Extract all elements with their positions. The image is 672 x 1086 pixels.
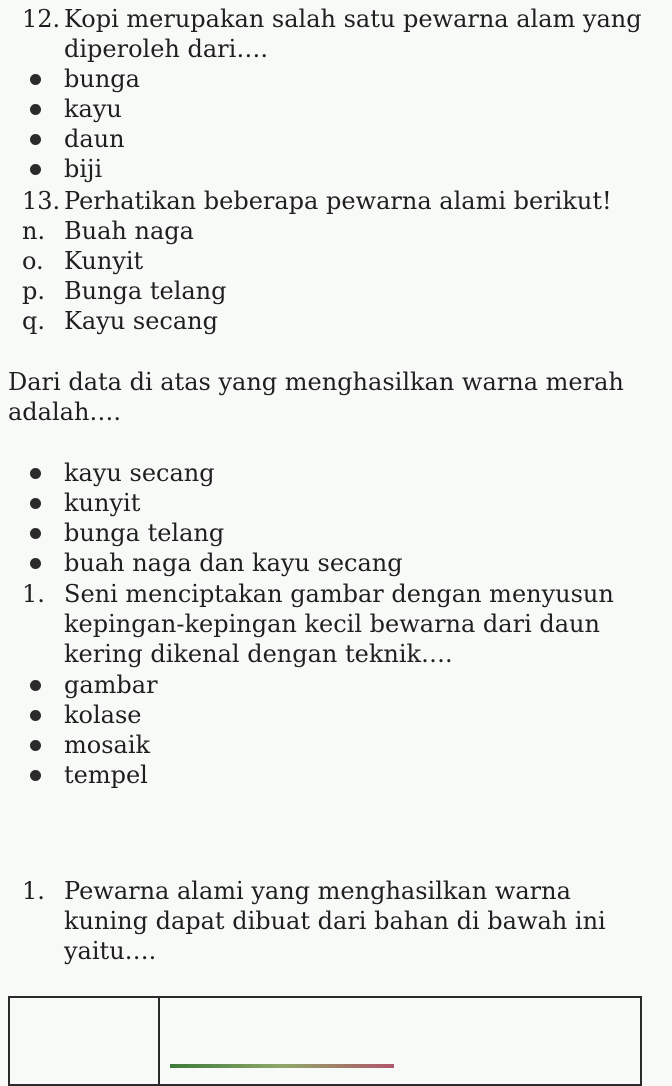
bullet-icon bbox=[30, 468, 41, 479]
item-text: Bunga telang bbox=[64, 277, 227, 305]
question-text-line: kepingan-kepingan kecil bewarna dari daun bbox=[64, 610, 600, 638]
question-13-options bbox=[30, 458, 403, 578]
data-item bbox=[22, 246, 227, 276]
option-label: kolase bbox=[64, 701, 142, 729]
option-item[interactable] bbox=[30, 700, 158, 730]
option-label: biji bbox=[64, 155, 103, 183]
table-image-edge bbox=[170, 1064, 394, 1068]
option-item[interactable] bbox=[30, 154, 140, 184]
question-text-line: Perhatikan beberapa pewarna alami berikut! bbox=[64, 187, 612, 215]
option-label: bunga bbox=[64, 65, 140, 93]
option-item[interactable] bbox=[30, 94, 140, 124]
prompt-line: adalah…. bbox=[8, 398, 122, 426]
question-1-yellow-dye bbox=[22, 876, 652, 966]
bullet-icon bbox=[30, 498, 41, 509]
bullet-icon bbox=[30, 134, 41, 145]
question-1-technique bbox=[22, 579, 652, 669]
question-text-line: Seni menciptakan gambar dengan menyusun bbox=[64, 580, 614, 608]
question-text-line: Kopi merupakan salah satu pewarna alam yang bbox=[64, 5, 642, 33]
bullet-icon bbox=[30, 740, 41, 751]
item-text: Kayu secang bbox=[64, 307, 218, 335]
option-item[interactable] bbox=[30, 670, 158, 700]
item-letter: o. bbox=[22, 247, 44, 275]
question-text-line: kering dikenal dengan teknik…. bbox=[64, 640, 453, 668]
question-text-line: yaitu…. bbox=[64, 937, 157, 965]
question-text-line: Pewarna alami yang menghasilkan warna bbox=[64, 877, 571, 905]
option-label: kayu secang bbox=[64, 459, 215, 487]
prompt-line: Dari data di atas yang menghasilkan warna merah bbox=[8, 368, 624, 396]
option-label: buah naga dan kayu secang bbox=[64, 549, 403, 577]
bullet-icon bbox=[30, 558, 41, 569]
option-label: kunyit bbox=[64, 489, 141, 517]
table-column-divider bbox=[158, 998, 160, 1084]
bullet-icon bbox=[30, 104, 41, 115]
question-number: 12. bbox=[22, 5, 61, 33]
question-13 bbox=[22, 186, 652, 216]
bullet-icon bbox=[30, 164, 41, 175]
question-text-line: diperoleh dari…. bbox=[64, 35, 268, 63]
bullet-icon bbox=[30, 710, 41, 721]
bullet-icon bbox=[30, 770, 41, 781]
option-label: daun bbox=[64, 125, 125, 153]
option-label: mosaik bbox=[64, 731, 151, 759]
question-number: 1. bbox=[22, 580, 45, 608]
data-item bbox=[22, 276, 227, 306]
question-text-line: kuning dapat dibuat dari bahan di bawah ini bbox=[64, 907, 606, 935]
question-number: 13. bbox=[22, 187, 61, 215]
option-label: kayu bbox=[64, 95, 122, 123]
item-text: Kunyit bbox=[64, 247, 144, 275]
option-item[interactable] bbox=[30, 64, 140, 94]
option-item[interactable] bbox=[30, 548, 403, 578]
option-item[interactable] bbox=[30, 124, 140, 154]
item-letter: q. bbox=[22, 307, 45, 335]
option-item[interactable] bbox=[30, 730, 158, 760]
bullet-icon bbox=[30, 528, 41, 539]
option-item[interactable] bbox=[30, 518, 403, 548]
bullet-icon bbox=[30, 74, 41, 85]
question-12-options bbox=[30, 64, 140, 184]
question-1-technique-options bbox=[30, 670, 158, 790]
option-item[interactable] bbox=[30, 488, 403, 518]
data-item bbox=[22, 306, 227, 336]
option-item[interactable] bbox=[30, 760, 158, 790]
question-13-prompt bbox=[8, 367, 648, 427]
bullet-icon bbox=[30, 680, 41, 691]
option-item[interactable] bbox=[30, 458, 403, 488]
item-letter: n. bbox=[22, 217, 46, 245]
question-number: 1. bbox=[22, 877, 45, 905]
option-label: tempel bbox=[64, 761, 148, 789]
question-12 bbox=[22, 4, 652, 64]
answer-table bbox=[8, 996, 642, 1086]
item-letter: p. bbox=[22, 277, 45, 305]
option-label: gambar bbox=[64, 671, 158, 699]
option-label: bunga telang bbox=[64, 519, 225, 547]
item-text: Buah naga bbox=[64, 217, 194, 245]
question-13-items bbox=[22, 216, 227, 336]
data-item bbox=[22, 216, 227, 246]
